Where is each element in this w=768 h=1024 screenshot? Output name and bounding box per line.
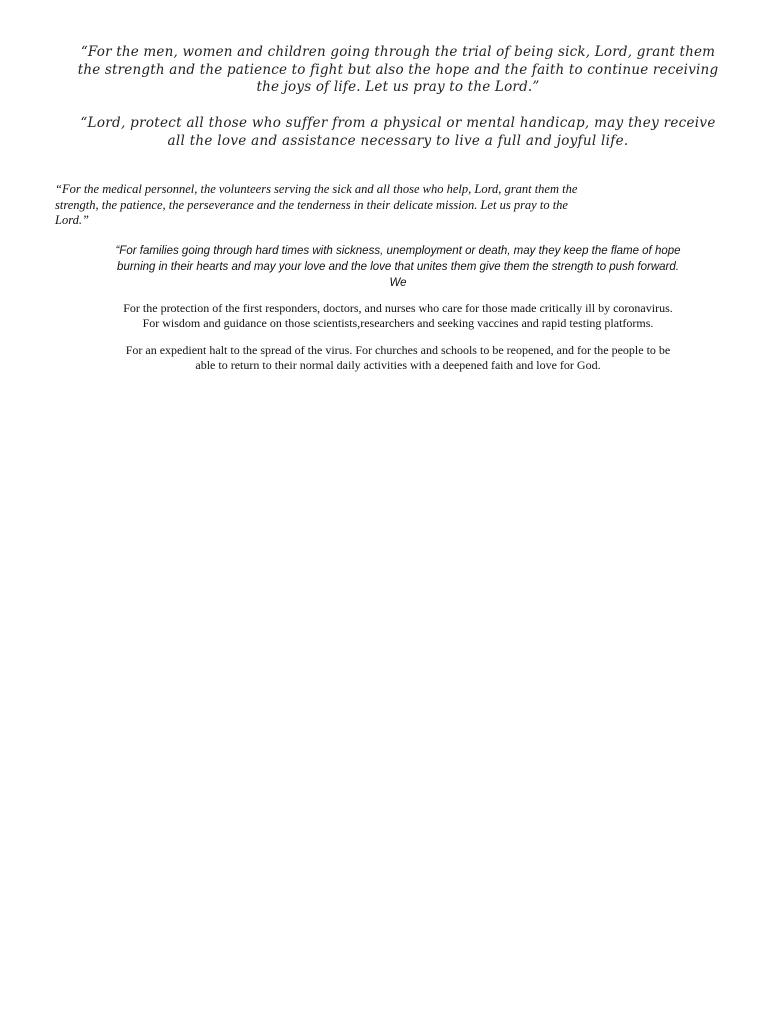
prayer-families xyxy=(60,243,736,291)
text-line: “For the medical personnel, the volunteers serving the sick and all those who help, Lord, grant them the xyxy=(55,182,578,196)
text-line: “For the men, women and children going through the trial of being sick, Lord, grant them xyxy=(80,44,716,60)
text-line: the strength and the patience to fight but also the hope and the faith to continue receiving xyxy=(77,61,719,78)
text-line: all the love and assistance necessary to live a full and joyful life. xyxy=(167,132,629,149)
prayer-medical-personnel xyxy=(55,182,715,229)
prayer-sick xyxy=(60,44,736,97)
prayer-halt-virus xyxy=(60,343,736,373)
text-line: We xyxy=(389,277,407,289)
text-line: “For families going through hard times with sickness, unemployment or death, may they keep the flame of hope xyxy=(115,245,681,257)
text-line: Lord.” xyxy=(55,213,89,227)
text-line: “Lord, protect all those who suffer from a physical or mental handicap, may they receive xyxy=(80,115,716,131)
prayer-first-responders xyxy=(60,301,736,331)
text-line: strength, the patience, the perseverance and the tenderness in their delicate mission. Let us pray to the xyxy=(55,197,568,212)
text-line: For wisdom and guidance on those scientists,researchers and seeking vaccines and rapid testing platforms. xyxy=(142,316,654,330)
text-line: For an expedient halt to the spread of the virus. For churches and schools to be reopened, and for the people to be xyxy=(125,343,671,357)
text-line: burning in their hearts and may your love and the love that unites them give them the strength to push forward. xyxy=(117,261,679,273)
prayer-handicap xyxy=(60,115,736,150)
text-line: the joys of life. Let us pray to the Lord.” xyxy=(256,79,540,95)
text-line: able to return to their normal daily activities with a deepened faith and love for God. xyxy=(195,358,601,372)
text-line: For the protection of the first responders, doctors, and nurses who care for those made critically ill by coronavirus. xyxy=(123,301,673,315)
